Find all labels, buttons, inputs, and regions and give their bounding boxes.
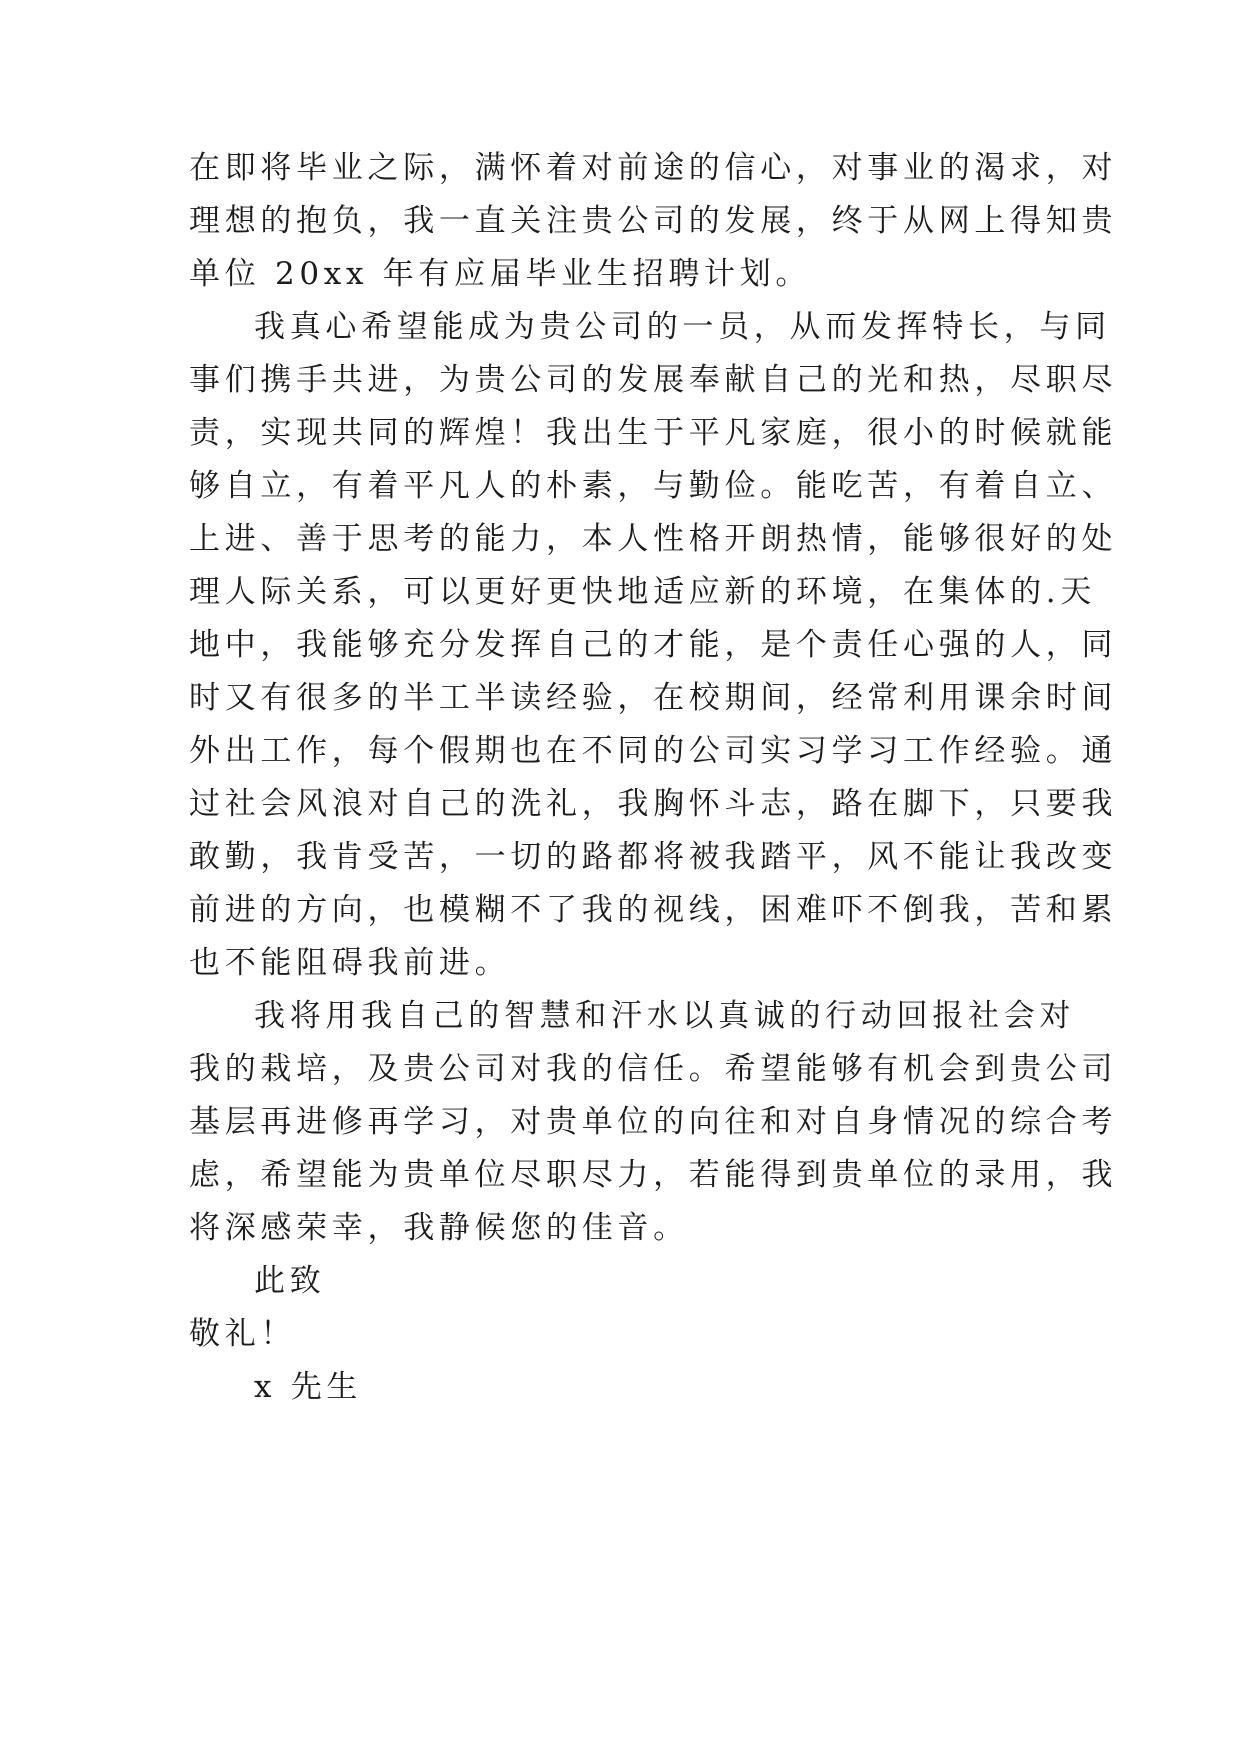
closing-line: 此致 xyxy=(254,1263,326,1299)
paragraph-2-line-11: 敢勤，我肯受苦，一切的路都将被我踏平，风不能让我改变 xyxy=(189,839,1118,875)
paragraph-2-line-8: 时又有很多的半工半读经验，在校期间，经常利用课余时间 xyxy=(189,680,1118,716)
paragraph-3-line-4: 虑，希望能为贵单位尽职尽力，若能得到贵单位的录用，我 xyxy=(189,1157,1118,1193)
paragraph-2-line-5: 上进、善于思考的能力，本人性格开朗热情，能够很好的处 xyxy=(189,521,1118,557)
paragraph-2-line-13: 也不能阻碍我前进。 xyxy=(189,945,511,981)
paragraph-2-line-2: 事们携手共进，为贵公司的发展奉献自己的光和热，尽职尽 xyxy=(189,362,1118,398)
paragraph-2-line-9: 外出工作，每个假期也在不同的公司实习学习工作经验。通 xyxy=(189,733,1118,769)
paragraph-2-line-12: 前进的方向，也模糊不了我的视线，困难吓不倒我，苦和累 xyxy=(189,892,1118,928)
paragraph-3-line-1: 我将用我自己的智慧和汗水以真诚的行动回报社会对 xyxy=(254,998,1076,1034)
salutation-line: 敬礼！ xyxy=(189,1316,297,1352)
signature-line: x 先生 xyxy=(254,1369,363,1405)
paragraph-2-line-10: 过社会风浪对自己的洗礼，我胸怀斗志，路在脚下，只要我 xyxy=(189,786,1118,822)
paragraph-3-line-2: 我的栽培，及贵公司对我的信任。希望能够有机会到贵公司 xyxy=(189,1051,1118,1087)
paragraph-1-line-2: 理想的抱负，我一直关注贵公司的发展，终于从网上得知贵 xyxy=(189,203,1118,239)
paragraph-1-line-1: 在即将毕业之际，满怀着对前途的信心，对事业的渴求，对 xyxy=(189,150,1118,186)
paragraph-3-line-3: 基层再进修再学习，对贵单位的向往和对自身情况的综合考 xyxy=(189,1104,1118,1140)
paragraph-3-line-5: 将深感荣幸，我静候您的佳音。 xyxy=(189,1210,689,1246)
paragraph-2-line-1: 我真心希望能成为贵公司的一员，从而发挥特长，与同 xyxy=(254,309,1111,345)
paragraph-1-line-3: 单位 20xx 年有应届毕业生招聘计划。 xyxy=(189,256,812,292)
paragraph-2-line-6: 理人际关系，可以更好更快地适应新的环境，在集体的.天 xyxy=(189,574,1097,610)
paragraph-2-line-4: 够自立，有着平凡人的朴素，与勤俭。能吃苦，有着自立、 xyxy=(189,468,1118,504)
paragraph-2-line-7: 地中，我能够充分发挥自己的才能，是个责任心强的人，同 xyxy=(189,627,1118,663)
paragraph-2-line-3: 责，实现共同的辉煌！我出生于平凡家庭，很小的时候就能 xyxy=(189,415,1118,451)
